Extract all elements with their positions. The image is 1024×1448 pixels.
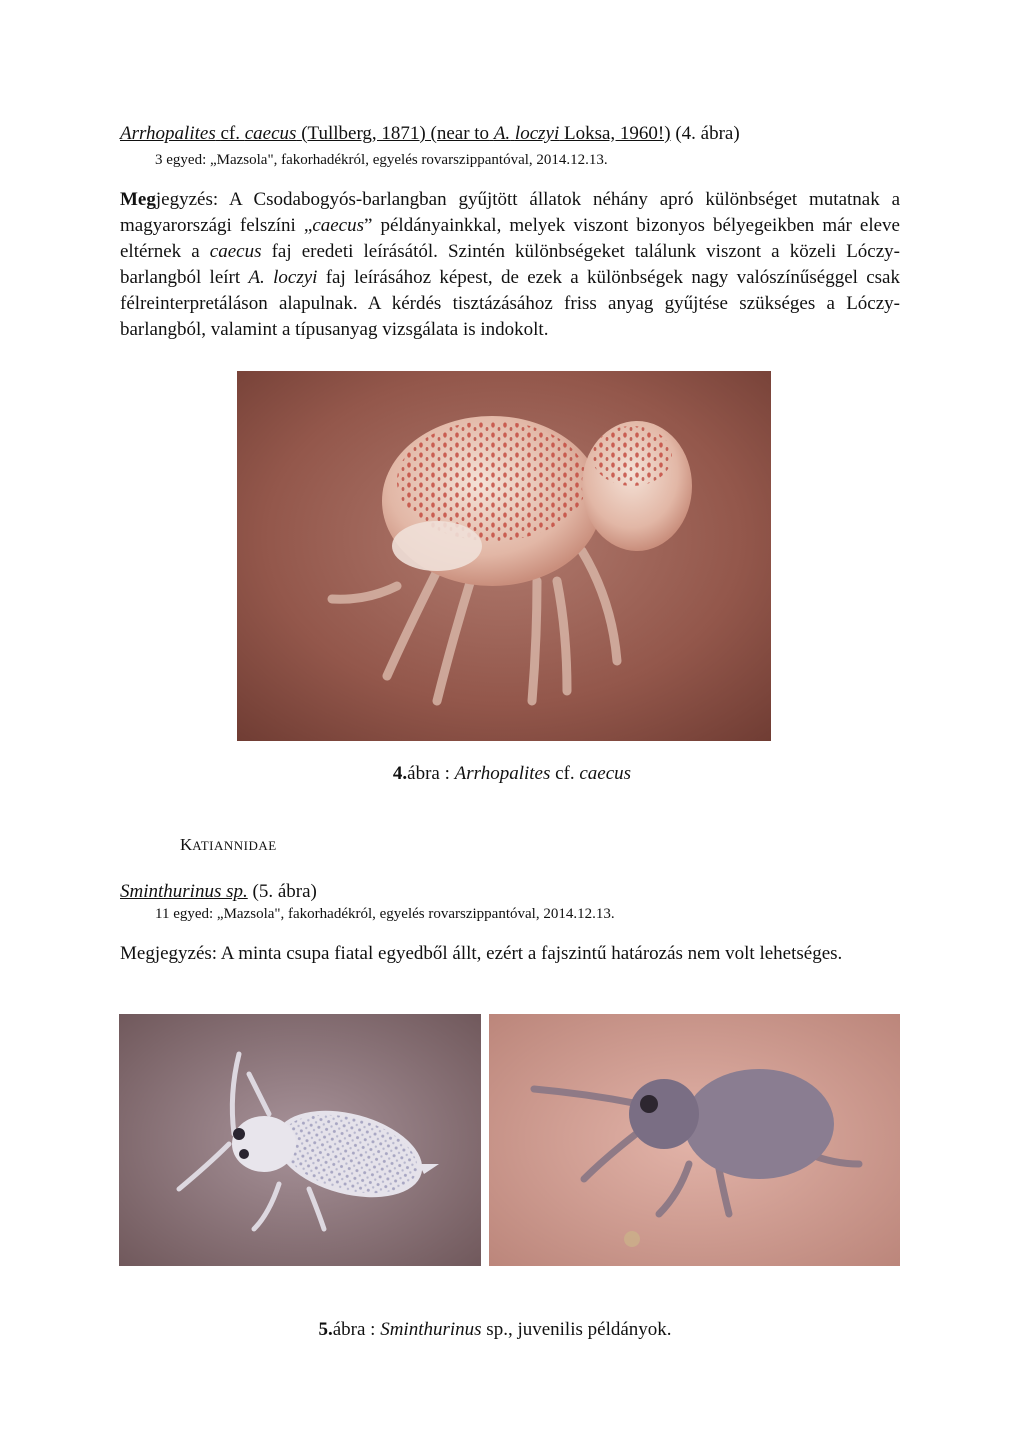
figure5-caption: 5.ábra : Sminthurinus sp., juvenilis példányok. <box>318 1319 672 1340</box>
species2-name: Sminthurinus sp. <box>120 881 248 902</box>
figure4-caption: 4.ábra : Arrhopalites cf. caecus <box>392 763 632 784</box>
species1-heading: Arrhopalites cf. caecus (Tullberg, 1871) (near to A. loczyi Loksa, 1960!) (4. ábra) <box>120 123 740 144</box>
figure5-photo-left <box>119 1014 481 1266</box>
species1-record: 3 egyed: „Mazsola", fakorhadékról, egyelés rovarszippantóval, 2014.12.13. <box>155 152 608 168</box>
species1-epithet: caecus <box>244 123 297 144</box>
note1-paragraph: Megjegyzés: A Csodabogyós-barlangban gyűjtött állatok néhány apró különbséget mutatnak a magyarországi felszíni „caecus” példányainkkal, melyek viszont bizonyos bélyegeikben már eleve eltérnek a caecus faj eredeti leírásától. Szintén különbségeket találunk viszont a közeli Lóczy-barlangból leírt A. loczyi faj leírásához képest, de ezek a különbségek nagy valószínűséggel csak félreinterpretáláson alapulnak. A kérdés tisztázásához friss anyag gyűjtése szükséges a Lóczy-barlangból, valamint a típusanyag vizsgálata is indokolt. <box>120 189 901 340</box>
species1-genus: Arrhopalites <box>120 123 216 144</box>
species2-heading <box>120 880 317 904</box>
family-heading: KATIANNIDAE <box>180 835 277 854</box>
species1-fig-ref: (4. ábra) <box>675 123 740 144</box>
note2-paragraph: Megjegyzés: A minta csupa fiatal egyedből állt, ezért a fajszintű határozás nem volt lehetséges. <box>120 943 843 964</box>
species2-fig-ref: (5. ábra) <box>252 881 317 902</box>
species2-record: 11 egyed: „Mazsola", fakorhadékról, egyelés rovarszippantóval, 2014.12.13. <box>155 906 615 922</box>
figure5-photo-right <box>489 1014 900 1266</box>
figure4-photo <box>237 371 771 741</box>
